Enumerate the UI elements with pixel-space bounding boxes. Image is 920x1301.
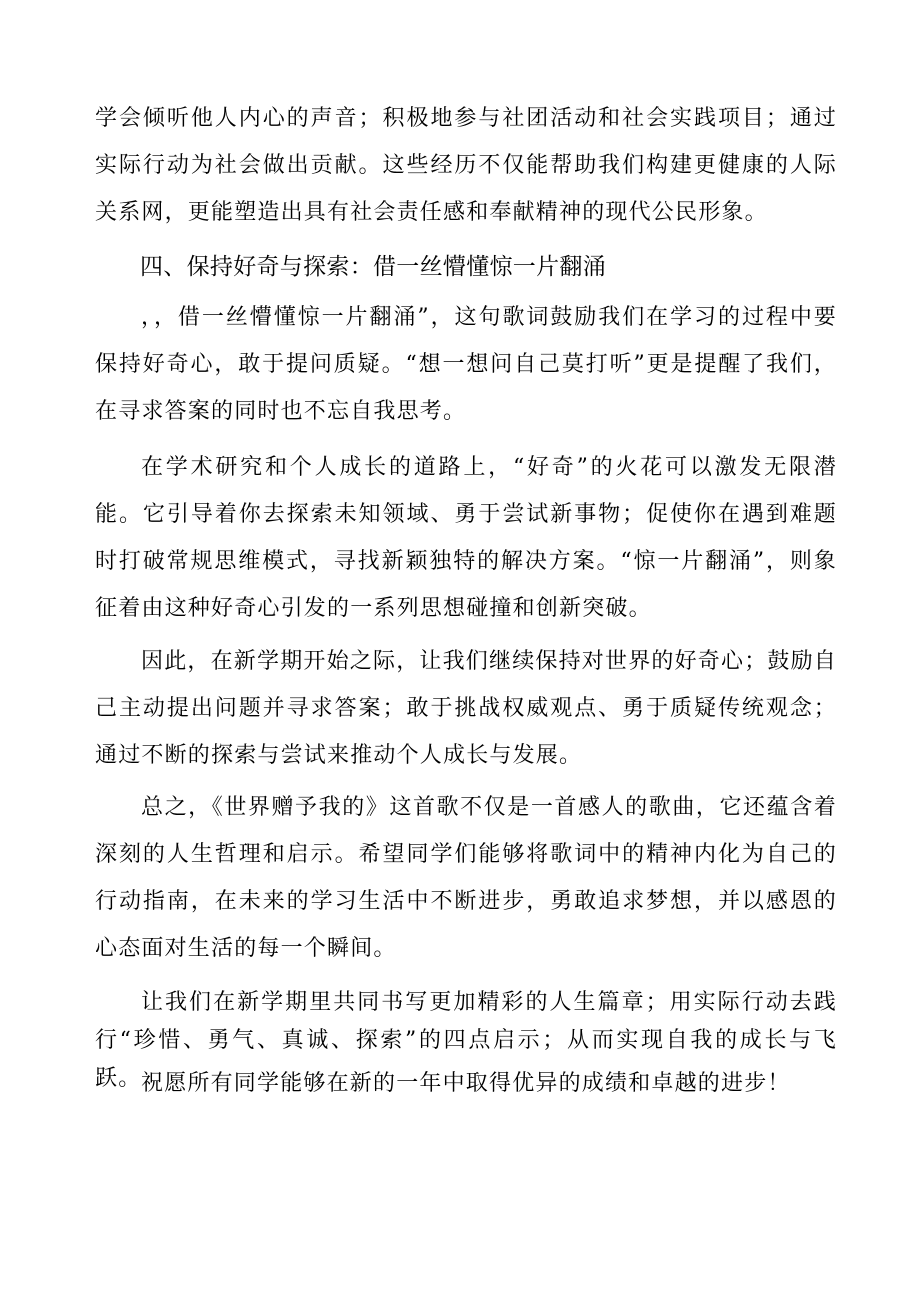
- closing-line: 祝愿所有同学能够在新的一年中取得优异的成绩和卓越的进步！: [141, 1071, 791, 1096]
- section-heading-4: 四、保持好奇与探索：借一丝懵懂惊一片翻涌: [140, 254, 606, 280]
- paragraph-1: ，，借一丝懵懂惊一片翻涌”，这句歌词鼓励我们在学习的过程中要保持好奇心，敢于提问质疑。“想一想问自己莫打听”更是提醒了我们，在寻求答案的同时也不忘自我思考。: [95, 305, 837, 424]
- paragraph-5: 让我们在新学期里共同书写更加精彩的人生篇章；用实际行动去践行“珍惜、勇气、真诚、探索”的四点启示；从而实现自我的成长与飞跃。: [95, 990, 837, 1091]
- paragraph-4: 总之，《世界赠予我的》这首歌不仅是一首感人的歌曲，它还蕴含着深刻的人生哲理和启示。希望同学们能够将歌词中的精神内化为自己的行动指南，在未来的学习生活中不断进步，勇敢追求梦想，并以感恩的心态面对生活的每一个瞬间。: [95, 795, 837, 961]
- paragraph-3: 因此，在新学期开始之际，让我们继续保持对世界的好奇心；鼓励自己主动提出问题并寻求答案；敢于挑战权威观点、勇于质疑传统观念；通过不断的探索与尝试来推动个人成长与发展。: [95, 649, 838, 768]
- paragraph-2: 在学术研究和个人成长的道路上，“好奇”的火花可以激发无限潜能。它引导着你去探索未知领域、勇于尝试新事物；促使你在遇到难题时打破常规思维模式，寻找新颖独特的解决方案。“惊一片翻涌”，则象征着由这种好奇心引发的一系列思想碰撞和创新突破。: [95, 455, 837, 621]
- paragraph-continued: 学会倾听他人内心的声音；积极地参与社团活动和社会实践项目；通过实际行动为社会做出贡献。这些经历不仅能帮助我们构建更健康的人际关系网，更能塑造出具有社会责任感和奉献精神的现代公民形象。: [95, 106, 837, 225]
